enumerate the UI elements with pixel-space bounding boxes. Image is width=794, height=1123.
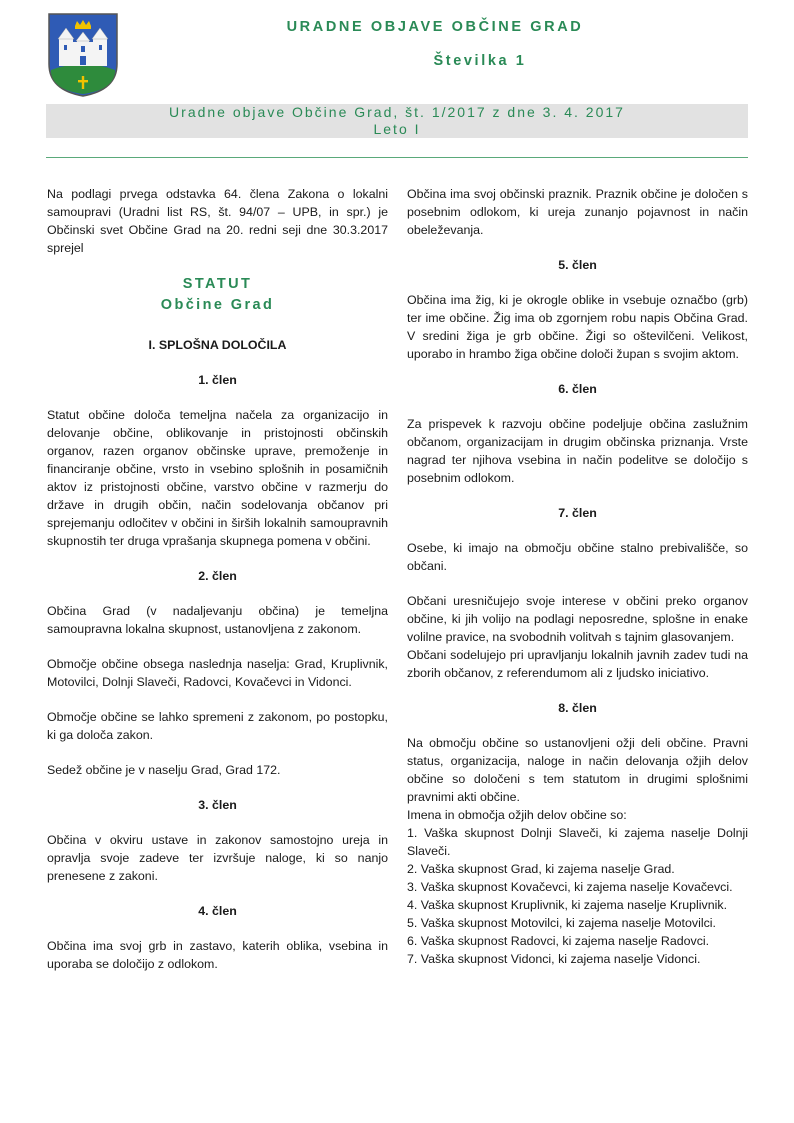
coat-of-arms-icon: [47, 12, 119, 98]
list-item: 6. Vaška skupnost Radovci, ki zajema naselje Radovci.: [407, 934, 710, 948]
publication-year-line: Leto I: [373, 121, 421, 137]
article-paragraph: Občina ima žig, ki je okrogle oblike in vsebuje označbo (grb) ter ime občine. Žig ima ob zgornjem robu napis Občina Grad. V sredini žiga je grb občine. Žigi so oštevilčeni. Velikost, uporabo in hrambo žiga občine določi župan s svojim aktom.: [407, 293, 748, 361]
publication-info-band: [46, 104, 748, 138]
statute-title: STATUT: [182, 276, 253, 292]
list-item: 3. Vaška skupnost Kovačevci, ki zajema naselje Kovačevci.: [407, 880, 733, 894]
section-heading: I. SPLOŠNA DOLOČILA: [148, 338, 287, 352]
article-paragraph: Območje občine se lahko spremeni z zakonom, po postopku, ki ga določa zakon.: [47, 710, 388, 742]
article-paragraph: Za prispevek k razvoju občine podeljuje občina zaslužnim občanom, organizacijam in drugim občinska priznanja. Vrste nagrad ter njihova vsebina in način podelitve se določijo s posebnim odlokom.: [407, 417, 748, 485]
list-item: 2. Vaška skupnost Grad, ki zajema naselje Grad.: [407, 862, 675, 876]
article-paragraph: Občani sodelujejo pri upravljanju lokalnih javnih zadev tudi na zborih občanov, z referendumom ali z ljudsko iniciativo.: [407, 648, 748, 680]
statute-subtitle: Občine Grad: [160, 297, 275, 313]
article-paragraph: Občina Grad (v nadaljevanju občina) je temeljna samoupravna lokalna skupnost, ustanovljena z zakonom.: [47, 604, 388, 636]
article-paragraph: Občina ima svoj občinski praznik. Praznik občine je določen s posebnim odlokom, ki ureja zunanjo pojavnost in način obeleževanja.: [407, 187, 748, 237]
list-item: 7. Vaška skupnost Vidonci, ki zajema naselje Vidonci.: [407, 952, 701, 966]
article-paragraph: Občina v okviru ustave in zakonov samostojno ureja in opravlja svoje zadeve ter izvršuje naloge, ki so nanjo prenesene z zakoni.: [47, 833, 388, 883]
statute-heading: [47, 274, 388, 316]
article-heading: 6. člen: [558, 382, 597, 396]
publication-info-line: Uradne objave Občine Grad, št. 1/2017 z dne 3. 4. 2017: [169, 104, 625, 120]
article-heading: 8. člen: [558, 701, 597, 715]
article-paragraph: Občani uresničujejo svoje interese v občini preko organov občine, ki jih volijo na podlagi neposredne, splošne in enake volilne pravice, na svobodnih volitvah s tajnim glasovanjem.: [407, 594, 748, 644]
intro-paragraph: Na podlagi prvega odstavka 64. člena Zakona o lokalni samoupravi (Uradni list RS, št. 94/07 – UPB, in spr.) je Občinski svet Občine Grad na 20. redni seji dne 30.3.2017 sprejel: [47, 187, 388, 255]
article-paragraph: Imena in območja ožjih delov občine so:: [407, 808, 627, 822]
article-heading: 1. člen: [198, 373, 237, 387]
publication-title: URADNE OBJAVE OBČINE GRAD: [286, 19, 584, 35]
article-heading: 3. člen: [198, 798, 237, 812]
article-paragraph: Sedež občine je v naselju Grad, Grad 172.: [47, 763, 281, 777]
list-item: 5. Vaška skupnost Motovilci, ki zajema naselje Motovilci.: [407, 916, 716, 930]
article-paragraph: Statut občine določa temeljna načela za organizacijo in delovanje občine, oblikovanje in pristojnosti občinskih organov, razen organov občinske uprave, premoženje in financiranje občine, vrsto in vsebino splošnih in posamičnih aktov iz pristojnosti občine, varstvo občine v razmerju do države in drugih občin, način sodelovanja občanov pri sprejemanju odločitev v občini in širših lokalnih samoupravnih skupnostih ter druga vprašanja skupnega pomena v občini.: [47, 408, 388, 548]
header-divider: [46, 157, 748, 158]
list-item: 4. Vaška skupnost Kruplivnik, ki zajema naselje Kruplivnik.: [407, 898, 728, 912]
left-column: [47, 185, 388, 990]
issue-number: Številka 1: [433, 53, 527, 69]
article-heading: 2. člen: [198, 569, 237, 583]
list-item: 1. Vaška skupnost Dolnji Slaveči, ki zajema naselje Dolnji Slaveči.: [407, 826, 748, 858]
article-paragraph: Na območju občine so ustanovljeni ožji deli občine. Pravni status, organizacija, naloge in način delovanja ožjih delov občine so določeni s tem statutom in drugimi splošnimi pravnimi akti občine.: [407, 736, 748, 804]
article-heading: 7. člen: [558, 506, 597, 520]
article-paragraph: Osebe, ki imajo na območju občine stalno prebivališče, so občani.: [407, 541, 748, 573]
article-paragraph: Območje občine obsega naslednja naselja: Grad, Kruplivnik, Motovilci, Dolnji Slaveči, Radovci, Kovačevci in Vidonci.: [47, 657, 388, 689]
article-heading: 4. člen: [198, 904, 237, 918]
article-heading: 5. člen: [558, 258, 597, 272]
article-paragraph: Občina ima svoj grb in zastavo, katerih oblika, vsebina in uporaba se določijo z odlokom.: [47, 939, 388, 971]
right-column: [407, 185, 748, 968]
village-community-list: [407, 824, 748, 968]
